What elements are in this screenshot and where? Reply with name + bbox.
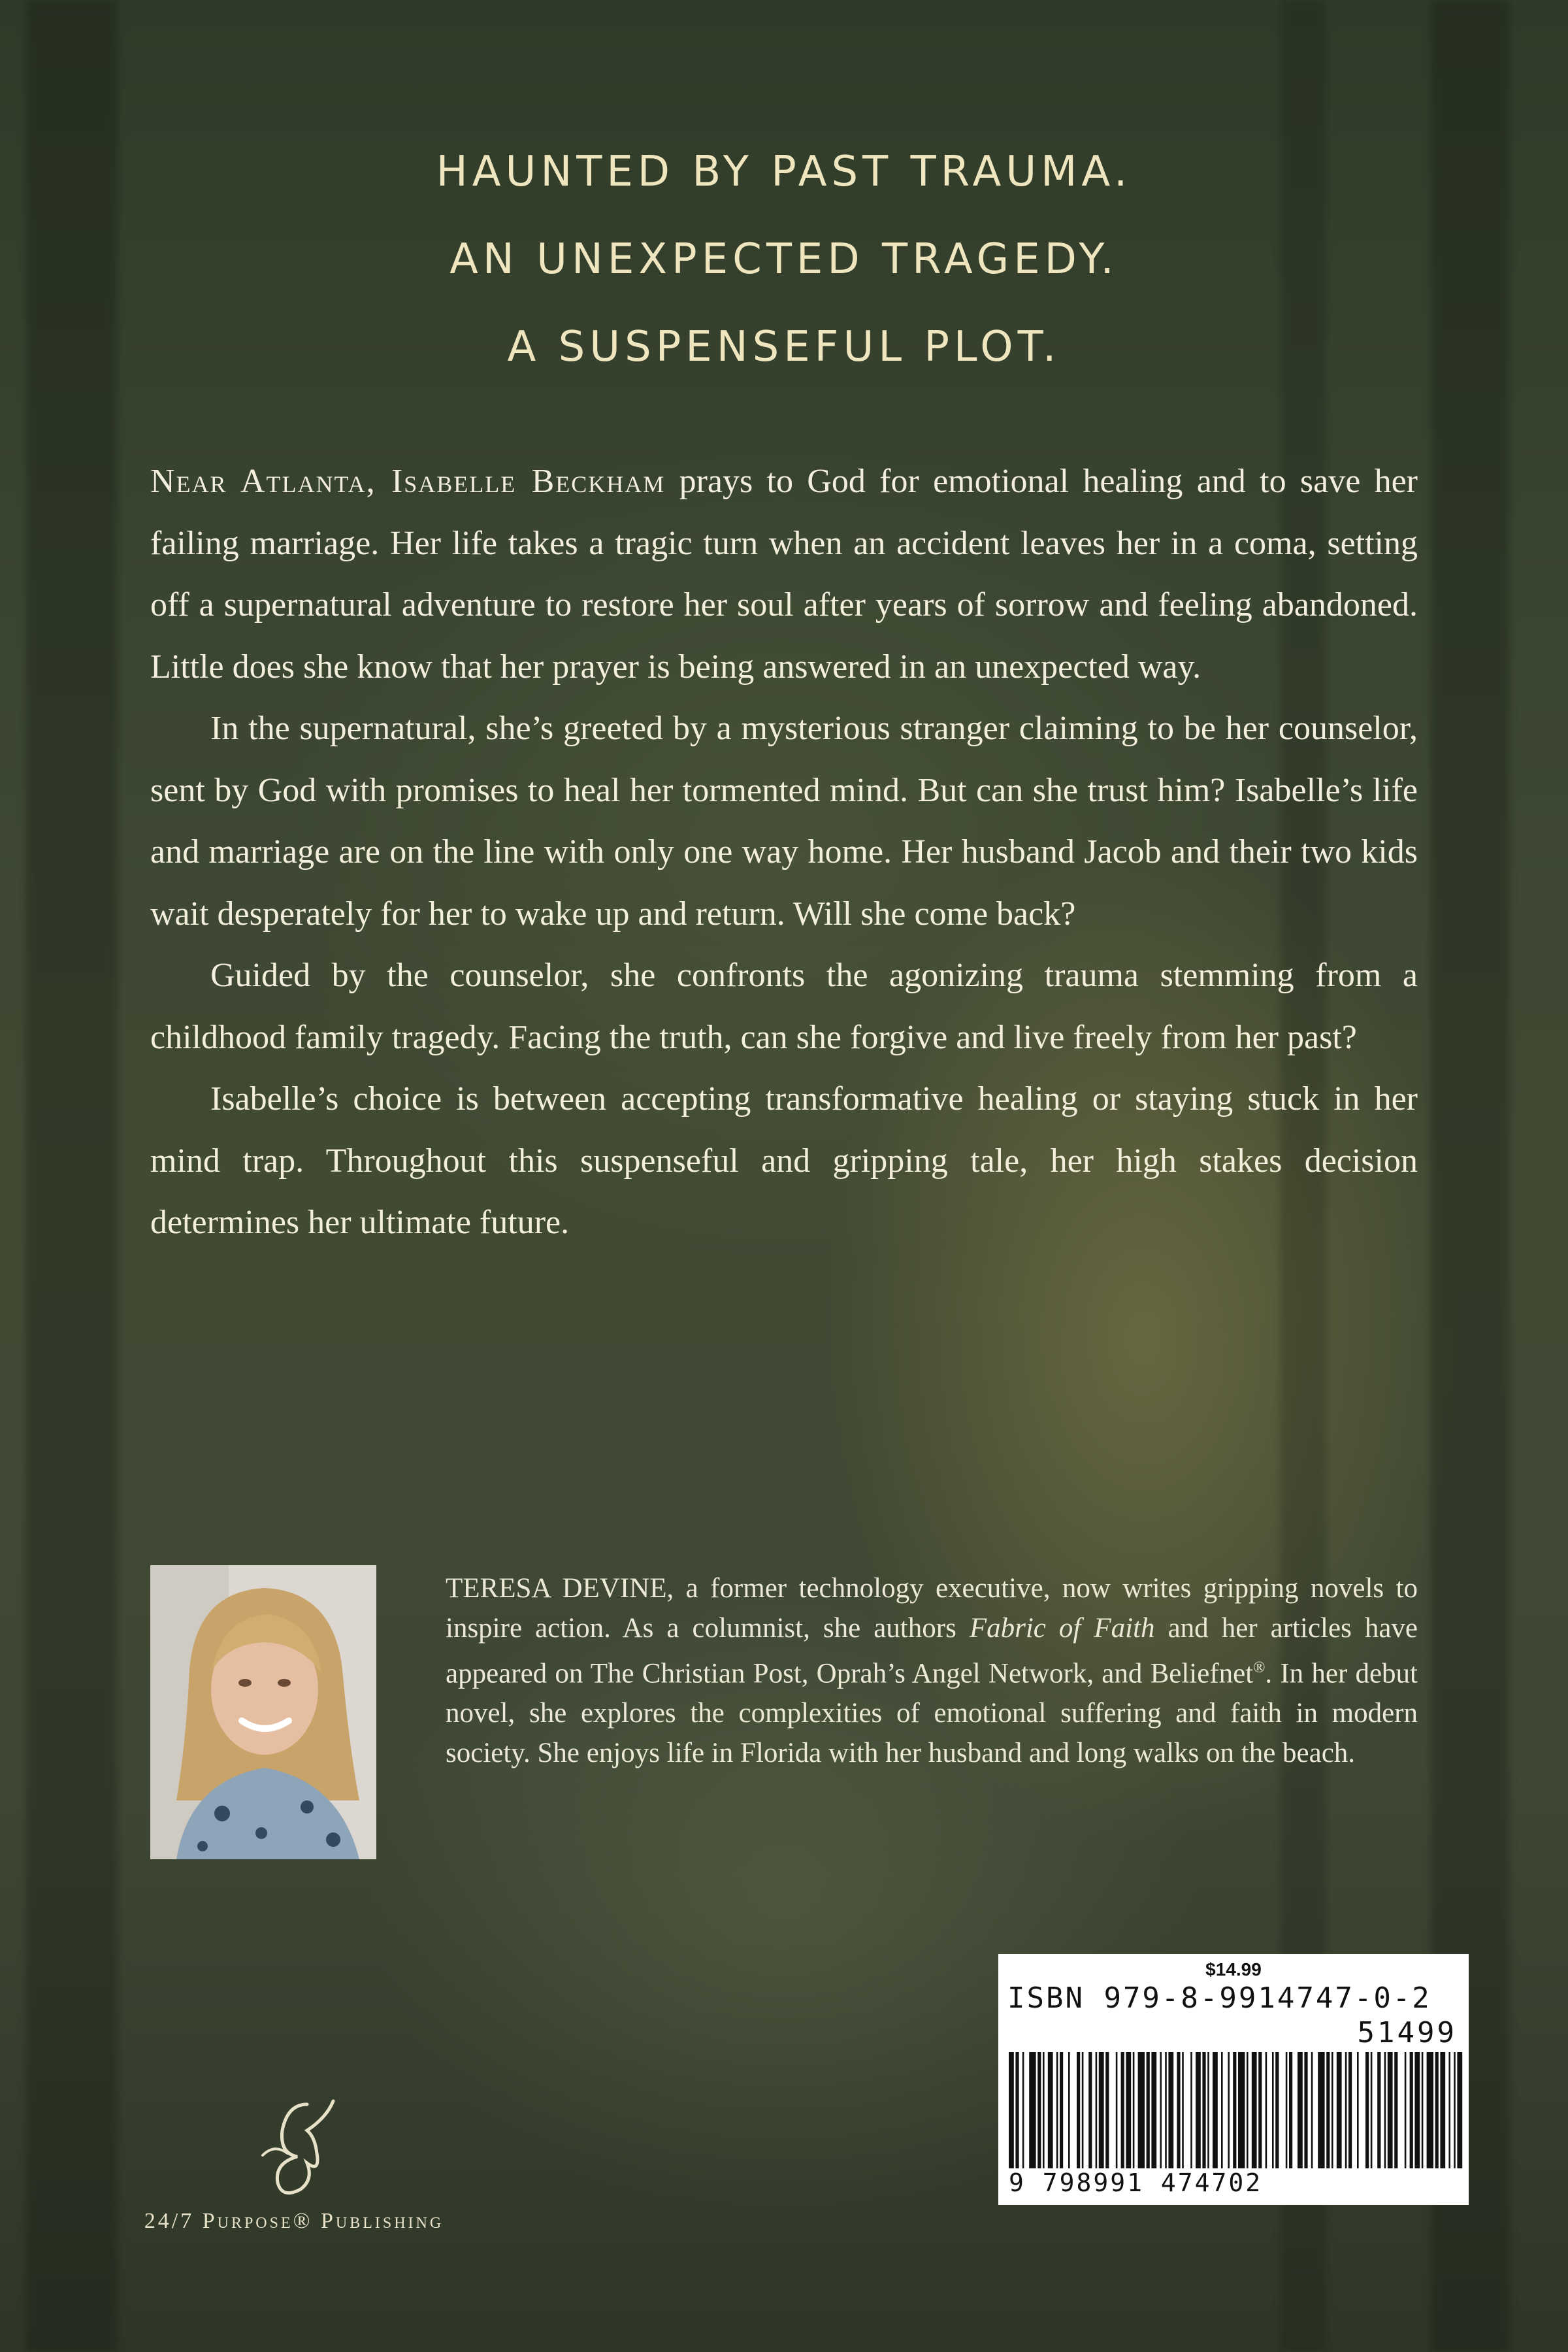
barcode-bar — [1056, 2052, 1058, 2168]
barcode-bar — [1165, 2052, 1167, 2168]
barcode-bar — [1088, 2052, 1092, 2168]
barcode-bar — [1168, 2052, 1173, 2168]
barcode-bar — [1009, 2052, 1014, 2168]
barcode-bar — [1457, 2052, 1462, 2168]
bio-text: TERESA DEVINE, a former technology executive, now writes gripping novels to inspire action. As a columnist, she authors — [446, 1573, 1418, 1644]
synopsis-paragraph: In the supernatural, she’s greeted by a mysterious stranger claiming to be her counselor, sent by God with promises to heal her tormented mind. But can she trust him? Isabelle’s life and marriage are on the line with only one way home. Her husband Jacob and their two kids wait desperately for her to wake up and return. Will she come back? — [150, 710, 1418, 933]
registered-mark: ® — [1253, 1659, 1266, 1676]
barcode-bar — [1348, 2052, 1352, 2168]
barcode-bar — [1233, 2052, 1236, 2168]
barcode-bar — [1022, 2052, 1024, 2168]
bio-text: . In her debut novel, she explores the complexities of emotional suffering and faith in modern society. She enjoys life in Florida with her husband and long walks on the beach. — [446, 1658, 1418, 1769]
author-bio — [446, 1568, 1418, 1773]
barcode-bar — [1151, 2052, 1156, 2168]
barcode-price: $14.99 — [1205, 1959, 1262, 1979]
barcode-bar — [1318, 2052, 1324, 2168]
barcode-bar — [1272, 2052, 1274, 2168]
barcode-bar — [1238, 2052, 1245, 2168]
barcode-bar — [1060, 2052, 1063, 2168]
barcode-bar — [1202, 2052, 1205, 2168]
barcode-bar — [1116, 2052, 1118, 2168]
barcode-bar — [1043, 2052, 1045, 2168]
barcode-bar — [1275, 2052, 1279, 2168]
headline-line-2: AN UNEXPECTED TRAGEDY. — [449, 235, 1119, 284]
barcode-bar — [1394, 2052, 1397, 2168]
synopsis-lead-in: Near Atlanta, Isabelle Beckham — [150, 463, 666, 500]
barcode-bar — [1177, 2052, 1180, 2168]
barcode-bar — [1448, 2052, 1450, 2168]
barcode-bar — [1077, 2052, 1080, 2168]
barcode-bar — [1414, 2052, 1420, 2168]
barcode-bar — [1357, 2052, 1359, 2168]
price-code: 51499 — [1357, 2016, 1457, 2049]
barcode-bar — [1138, 2052, 1145, 2168]
barcode-bar — [1440, 2052, 1445, 2168]
barcode-bar — [1326, 2052, 1330, 2168]
barcode-bar — [1410, 2052, 1413, 2168]
barcode-bar — [1252, 2052, 1257, 2168]
headline-line-1: HAUNTED BY PAST TRAUMA. — [436, 148, 1132, 196]
isbn-barcode — [998, 1954, 1469, 2205]
barcode-bar — [1298, 2052, 1303, 2168]
barcode-bar — [1196, 2052, 1201, 2168]
synopsis-paragraph: Isabelle’s choice is between accepting transformative healing or staying stuck in her mind trap. Throughout this suspenseful and gripping tale, her high stakes decision determines her ultimate future. — [150, 1080, 1418, 1241]
barcode-bar — [1247, 2052, 1249, 2168]
barcode-bar — [1337, 2052, 1342, 2168]
barcode-bar — [1384, 2052, 1386, 2168]
author-portrait-illustration — [150, 1565, 376, 1859]
synopsis-text — [150, 451, 1418, 1254]
barcode-bar — [1422, 2052, 1424, 2168]
barcode-bar — [1331, 2052, 1333, 2168]
barcode-digits: 9 798991 474702 — [1009, 2168, 1265, 2197]
barcode-bar — [1147, 2052, 1150, 2168]
synopsis-paragraph — [150, 451, 1418, 698]
barcode-bar — [1388, 2052, 1393, 2168]
barcode-bar — [1304, 2052, 1307, 2168]
barcode-bar — [1266, 2052, 1267, 2168]
barcode-bar — [1160, 2052, 1162, 2168]
barcode-bar — [1029, 2052, 1036, 2168]
barcode-bar — [1427, 2052, 1433, 2168]
barcode-bar — [1435, 2052, 1439, 2168]
barcode-bar — [1289, 2052, 1292, 2168]
barcode-bar — [1365, 2052, 1369, 2168]
synopsis-paragraph: Guided by the counselor, she confronts the agonizing trauma stemming from a childhood family tragedy. Facing the truth, can she forgive and live freely from her past? — [150, 957, 1418, 1056]
barcode-bar — [1258, 2052, 1262, 2168]
barcode-bar — [1345, 2052, 1347, 2168]
headline-line-3: A SUSPENSEFUL PLOT. — [507, 323, 1061, 371]
barcode-bar — [1037, 2052, 1041, 2168]
publisher-name: 24/7 Purpose® Publishing — [144, 2209, 444, 2233]
barcode-bars — [998, 1954, 1469, 2205]
barcode-bar — [1068, 2052, 1070, 2168]
barcode-bar — [1048, 2052, 1053, 2168]
barcode-bar — [1405, 2052, 1407, 2168]
barcode-bar — [1228, 2052, 1230, 2168]
barcode-bar — [1126, 2052, 1131, 2168]
barcode-bar — [1096, 2052, 1098, 2168]
barcode-bar — [1099, 2052, 1104, 2168]
butterfly-icon — [111, 2091, 477, 2202]
author-photo — [150, 1565, 376, 1859]
barcode-bar — [1221, 2052, 1223, 2168]
barcode-bar — [1311, 2052, 1313, 2168]
barcode-bar — [1105, 2052, 1109, 2168]
barcode-bar — [1182, 2052, 1184, 2168]
barcode-bar — [1377, 2052, 1380, 2168]
synopsis-paragraph-text: prays to God for emotional healing and to save her failing marriage. Her life takes a tragic turn when an accident leaves her in a coma, setting off a supernatural adventure to restore her soul after years of sorrow and feeling abandoned. Little does she know that her prayer is being answered in an unexpected way. — [150, 463, 1418, 686]
barcode-bar — [1286, 2052, 1288, 2168]
column-title: Fabric of Faith — [969, 1613, 1155, 1644]
barcode-bar — [1454, 2052, 1456, 2168]
barcode-bar — [1207, 2052, 1209, 2168]
isbn-number: ISBN 979-8-9914747-0-2 — [1007, 1981, 1431, 2015]
publisher-logo — [111, 2091, 477, 2261]
barcode-bar — [1015, 2052, 1019, 2168]
bio-text: and her articles have appeared on The Christian Post, Oprah’s Angel Network, and Beliefnet — [446, 1613, 1418, 1689]
barcode-bar — [1190, 2052, 1192, 2168]
barcode-bar — [1082, 2052, 1084, 2168]
barcode-bar — [1121, 2052, 1124, 2168]
barcode-bar — [1133, 2052, 1135, 2168]
barcode-bar — [1371, 2052, 1373, 2168]
barcode-bar — [1213, 2052, 1218, 2168]
